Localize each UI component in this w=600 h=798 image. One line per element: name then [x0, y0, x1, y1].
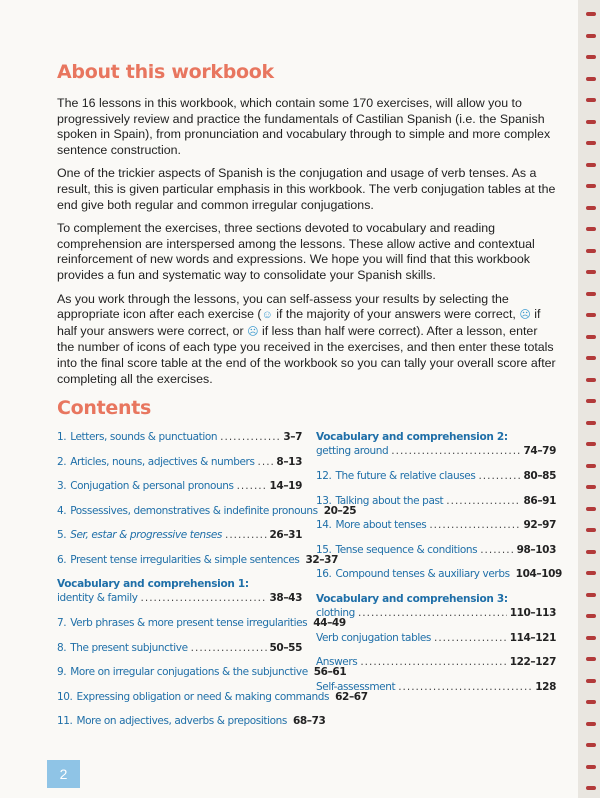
toc-entry[interactable]: 6. Present tense irregularities & simple sentences 32–37 — [57, 553, 338, 566]
spiral-binding — [578, 0, 600, 798]
coil-mark — [586, 12, 596, 16]
coil-mark — [586, 550, 596, 554]
toc-entry[interactable]: 16. Compound tenses & auxiliary verbs 104–109 — [316, 568, 562, 580]
toc-entry[interactable]: 7. Verb phrases & more present tense irregularities 44–49 — [57, 617, 346, 629]
toc-entry[interactable]: 1. Letters, sounds & punctuation ..... 3–7 — [57, 430, 302, 455]
coil-mark — [586, 700, 596, 704]
toc-entry[interactable]: 8. The present subjunctive ..... 50–55 — [57, 641, 302, 666]
toc-left-column — [57, 430, 368, 739]
page-number: 2 — [47, 760, 80, 788]
coil-mark — [586, 335, 596, 339]
selfassess-text-3: if half your answers were correct, or — [57, 307, 541, 338]
coil-mark — [586, 98, 596, 102]
coil-mark — [586, 227, 596, 231]
toc-entry[interactable]: clothing ..... 110–113 — [316, 606, 556, 631]
toc-entry[interactable]: Answers ..... 122–127 — [316, 655, 556, 680]
coil-mark — [586, 378, 596, 382]
coil-mark — [586, 765, 596, 769]
coil-mark — [586, 163, 596, 167]
coil-mark — [586, 399, 596, 403]
coil-mark — [586, 249, 596, 253]
coil-mark — [586, 571, 596, 575]
happy-face-icon: ☺ — [261, 309, 273, 322]
selfassess-text-1: As you work through the lessons, you can self-assess your results by selecting the appropriate icon after each exercise ( — [57, 291, 509, 322]
coil-mark — [586, 657, 596, 661]
coil-mark — [586, 507, 596, 511]
coil-mark — [586, 593, 596, 597]
coil-mark — [586, 184, 596, 188]
coil-mark — [586, 636, 596, 640]
coil-mark — [586, 292, 596, 296]
coil-mark — [586, 313, 596, 317]
toc-right-column — [316, 430, 562, 704]
toc-entry[interactable]: Verb conjugation tables ..... 114–121 — [316, 631, 556, 656]
coil-mark — [586, 679, 596, 683]
toc-entry[interactable]: 4. Possessives, demonstratives & indefinite pronouns 20–25 — [57, 504, 357, 517]
toc-entry[interactable]: getting around ..... 74–79 — [316, 444, 556, 469]
selfassess-text-2: if the majority of your answers were correct, — [272, 307, 520, 322]
toc-entry[interactable]: 11. More on adjectives, adverbs & prepositions 68–73 — [57, 715, 326, 727]
toc-entry[interactable]: Self-assessment ..... 128 — [316, 680, 556, 705]
coil-mark — [586, 614, 596, 618]
coil-mark — [586, 356, 596, 360]
sad-face-icon: ☹ — [247, 325, 259, 338]
toc-entry[interactable]: 14. More about tenses ..... 92–97 — [316, 518, 556, 543]
about-paragraph-3: To complement the exercises, three sections devoted to vocabulary and reading comprehension are interspersed among the lessons. These allow active and contextual reinforcement of new words and expressions. We hope you will find that this workbook provides a fun and systematic way to consolidate your Spanish skills. — [57, 221, 535, 282]
toc-group-heading: Vocabulary and comprehension 1: — [57, 578, 249, 590]
coil-mark — [586, 77, 596, 81]
toc-entry[interactable]: 3. Conjugation & personal pronouns ..... 14–19 — [57, 479, 302, 504]
coil-mark — [586, 206, 596, 210]
toc-entry[interactable]: 13. Talking about the past ..... 86–91 — [316, 494, 556, 519]
coil-mark — [586, 743, 596, 747]
coil-mark — [586, 120, 596, 124]
toc-entry[interactable]: 10. Expressing obligation or need & making commands 62–67 — [57, 690, 368, 703]
about-paragraph-4 — [57, 292, 557, 388]
toc-group-heading: Vocabulary and comprehension 2: — [316, 431, 508, 443]
coil-mark — [586, 421, 596, 425]
toc-entry[interactable]: 9. More on irregular conjugations & the subjunctive 56–61 — [57, 666, 347, 678]
selfassess-text-4: if less than half were correct). After a lesson, enter the number of icons of each type you received in the exercises, and then enter these totals into the final score table at the end of the workbook so you can tally your overall score after completing all the exercises. — [57, 323, 556, 386]
coil-mark — [586, 528, 596, 532]
coil-mark — [586, 55, 596, 59]
coil-mark — [586, 722, 596, 726]
coil-mark — [586, 34, 596, 38]
toc-entry[interactable]: 2. Articles, nouns, adjectives & numbers ..... 8–13 — [57, 455, 302, 480]
about-body — [57, 96, 557, 395]
contents-heading: Contents — [57, 397, 152, 419]
toc-entry[interactable]: 15. Tense sequence & conditions ..... 98–103 — [316, 543, 556, 568]
toc-entry[interactable]: identity & family ..... 38–43 — [57, 591, 302, 616]
toc-entry[interactable]: 12. The future & relative clauses ..... 80–85 — [316, 469, 556, 494]
coil-mark — [586, 786, 596, 790]
toc-entry[interactable]: 5. Ser, estar & progressive tenses ..... 26–31 — [57, 528, 302, 553]
coil-mark — [586, 485, 596, 489]
about-paragraph-1: The 16 lessons in this workbook, which contain some 170 exercises, will allow you to progressively review and practice the fundamentals of Castilian Spanish (i.e. the Spanish spoken in Spain), from pronunciation and vocabulary through to simple and more complex sentence construction. — [57, 96, 551, 157]
coil-mark — [586, 141, 596, 145]
coil-mark — [586, 464, 596, 468]
about-paragraph-2: One of the trickier aspects of Spanish is the conjugation and usage of verb tenses. As a result, this is given particular emphasis in this workbook. The verb conjugation tables at the end give both regular and common irregular conjugations. — [57, 166, 556, 212]
neutral-face-icon: ☹ — [519, 309, 531, 322]
coil-mark — [586, 442, 596, 446]
toc-group-heading: Vocabulary and comprehension 3: — [316, 592, 508, 605]
coil-mark — [586, 270, 596, 274]
about-heading: About this workbook — [57, 61, 274, 83]
